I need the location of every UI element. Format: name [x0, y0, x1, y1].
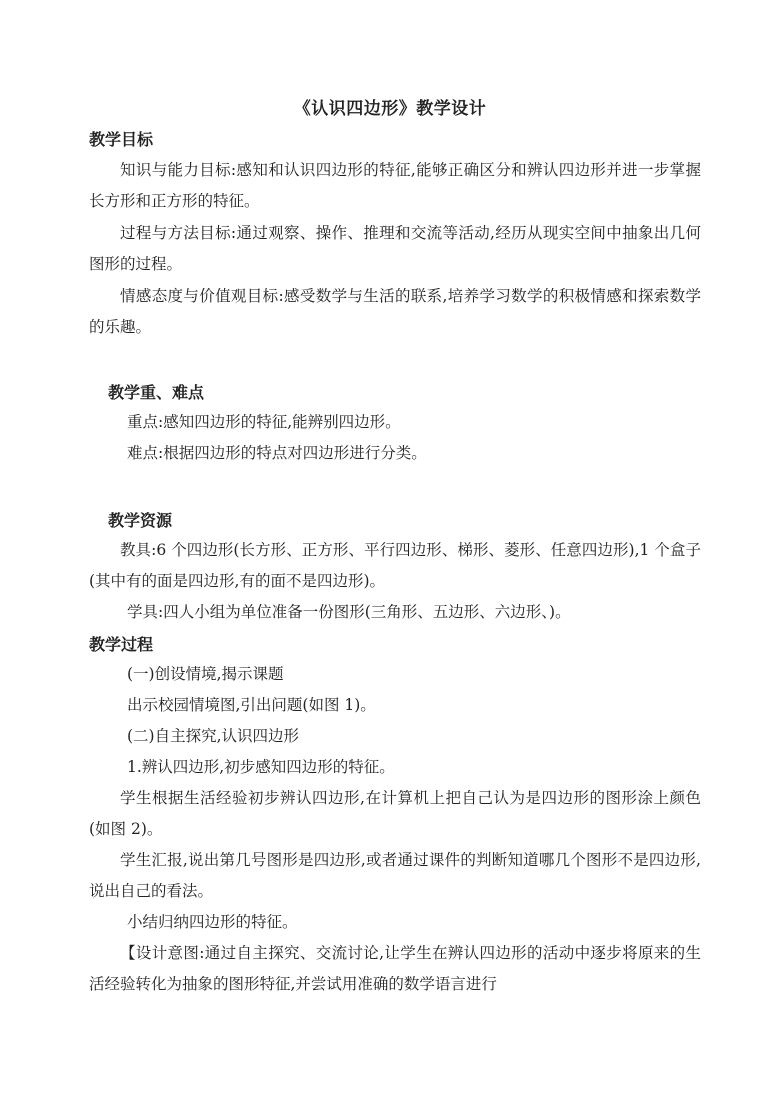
process-paragraph-6: 学生汇报,说出第几号图形是四边形,或者通过课件的判断知道哪几个图形不是四边形,说出自己的看法。 [89, 851, 701, 900]
paragraph-key-point: 重点:感知四边形的特征,能辨别四边形。 [127, 413, 401, 431]
process-step-1: (一)创设情境,揭示课题 [127, 665, 284, 683]
paragraph-difficulty: 难点:根据四边形的特点对四边形进行分类。 [127, 444, 427, 462]
process-line-4: 1.辨认四边形,初步感知四边形的特征。 [127, 758, 395, 776]
heading-resources: 教学资源 [108, 511, 173, 530]
process-line-2: 出示校园情境图,引出问题(如图 1)。 [127, 696, 376, 714]
heading-key-points: 教学重、难点 [108, 383, 205, 402]
process-step-2: (二)自主探究,认识四边形 [127, 727, 300, 745]
heading-objectives: 教学目标 [89, 130, 154, 149]
paragraph-emotion-goal: 情感态度与价值观目标:感受数学与生活的联系,培养学习数学的积极情感和探索数学的乐趣。 [89, 287, 701, 336]
design-intent-paragraph: 【设计意图:通过自主探究、交流讨论,让学生在辨认四边形的活动中逐步将原来的生活经验转化为抽象的图形特征,并尝试用准确的数学语言进行 [89, 944, 701, 993]
process-paragraph-5: 学生根据生活经验初步辨认四边形,在计算机上把自己认为是四边形的图形涂上颜色(如图 2)。 [89, 789, 701, 838]
document-title: 《认识四边形》教学设计 [293, 99, 487, 119]
process-line-7: 小结归纳四边形的特征。 [127, 913, 298, 931]
paragraph-teaching-tools: 教具:6 个四边形(长方形、正方形、平行四边形、梯形、菱形、任意四边形),1 个盒子(其中有的面是四边形,有的面不是四边形)。 [89, 541, 701, 590]
paragraph-knowledge-goal: 知识与能力目标:感知和认识四边形的特征,能够正确区分和辨认四边形并进一步掌握长方形和正方形的特征。 [89, 161, 701, 210]
heading-process: 教学过程 [89, 635, 154, 654]
paragraph-process-goal: 过程与方法目标:通过观察、操作、推理和交流等活动,经历从现实空间中抽象出几何图形的过程。 [89, 224, 701, 273]
paragraph-student-tools: 学具:四人小组为单位准备一份图形(三角形、五边形、六边形、)。 [127, 603, 571, 621]
